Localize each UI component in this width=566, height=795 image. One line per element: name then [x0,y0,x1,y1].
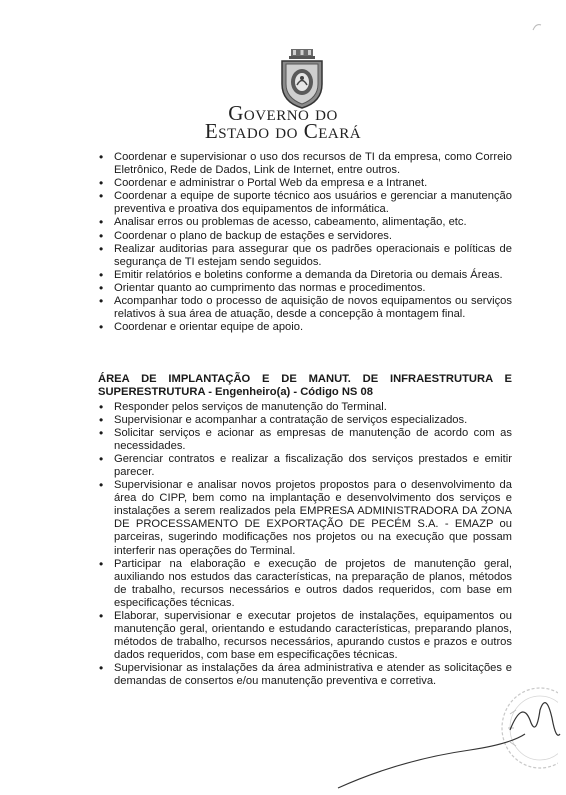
list-item: • Realizar auditorias para assegurar que os padrões operacionais e políticas de segurança de TI estejam sendo seguidos. [98,243,512,269]
list-item: • Coordenar a equipe de suporte técnico aos usuários e gerenciar a manutenção preventiva e proativa dos equipamentos de informática. [98,190,512,216]
list-item: • Elaborar, supervisionar e executar projetos de instalações, equipamentos ou manutenção geral, orientando e estudando características, preparando planos, métodos de trabalho, recursos necessários, apurando custos e prazos e outros dados requeridos, com base em especificações técnicas. [98,610,512,662]
header-title-line2: Estado do Ceará [204,119,362,143]
list-item: • Supervisionar as instalações da área administrativa e atender as solicitações e demandas de consertos e/ou manutenção preventiva e corretiva. [98,662,512,688]
list-item: • Coordenar o plano de backup de estações e servidores. [98,230,512,243]
list-item: • Coordenar e orientar equipe de apoio. [98,321,512,334]
list-item: • Solicitar serviços e acionar as empresas de manutenção de acordo com as necessidades. [98,427,512,453]
list-item: • Responder pelos serviços de manutenção do Terminal. [98,401,512,414]
list-item: • Participar na elaboração e execução de projetos de manutenção geral, auxiliando nos estudos das características, na preparação de planos, métodos de trabalho, recursos necessários e outros dados requeridos, com base em especificações técnicas. [98,558,512,610]
section-heading-line2: SUPERESTRUTURA - Engenheiro(a) - Código NS 08 [98,386,373,399]
list-item: • Gerenciar contratos e realizar a fiscalização dos serviços prestados e emitir parecer. [98,453,512,479]
list-item: • Coordenar e supervisionar o uso dos recursos de TI da empresa, como Correio Eletrônico, Rede de Dados, Link de Internet, entre outros. [98,151,512,177]
list-item: • Supervisionar e analisar novos projetos propostos para o desenvolvimento da área do CIPP, bem como na implantação e desenvolvimento dos serviços e instalações a serem realizados pela EMPRESA ADMINISTRADORA DA ZONA DE PROCESSAMENTO DE EXPORTAÇÃO DE PECÉM S.A. - EMAZP ou parceiras, sugerindo modificações nos projetos ou na execução que possam interferir nas operações do Terminal. [98,479,512,558]
document-body [98,151,512,689]
section-heading-line1: ÁREA DE IMPLANTAÇÃO E DE MANUT. DE INFRAESTRUTURA E [98,373,512,386]
scan-mark-icon [530,20,544,34]
section-heading [98,373,512,399]
list-item: • Analisar erros ou problemas de acesso, cabeamento, alimentação, etc. [98,216,512,229]
header-title-line1: Governo do [228,101,338,125]
duties-list-engineering [98,401,512,689]
list-item: • Acompanhar todo o processo de aquisição de novos equipamentos ou serviços relativos à sua área de atuação, desde a concepção à montagem final. [98,295,512,321]
list-item: • Supervisionar e acompanhar a contratação de serviços especializados. [98,414,512,427]
list-item: • Emitir relatórios e boletins conforme a demanda da Diretoria ou demais Áreas. [98,269,512,282]
list-item: • Coordenar e administrar o Portal Web da empresa e a Intranet. [98,177,512,190]
duties-list-ti [98,151,512,334]
handwritten-signature [310,690,566,795]
list-item: • Orientar quanto ao cumprimento das normas e procedimentos. [98,282,512,295]
